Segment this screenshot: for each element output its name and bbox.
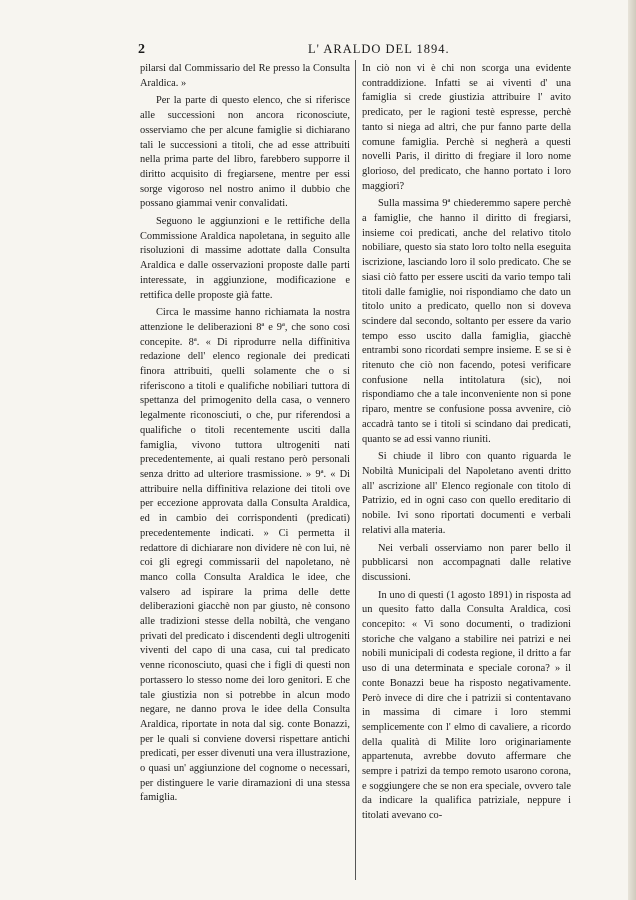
column-divider — [355, 60, 356, 880]
running-title: L' ARALDO DEL 1894. — [308, 42, 450, 56]
binding-edge — [628, 0, 636, 900]
paragraph: In ciò non vi è chi non scorga una evidente contraddizione. Infatti se ai viventi d' una famiglia si crede giustizia attribuire l' avito predicato, per le ragioni testè espresse, perchè tanto si niega ad altri, che pur fanno parte della comune famiglia. Perchè si negherà a questi novelli Paris, il diritto di fregiare il loro nome glorioso, del predicato, che hanno portato i loro maggiori? — [362, 63, 571, 192]
paragraph: Circa le massime hanno richiamata la nostra attenzione le deliberazioni 8ª e 9ª, che sono così concepite. 8ª. « Di riprodurre nella diffinitiva redazione dell' elenco regionale dei predicati finora attribuiti, quelli solamente che o si riferiscono a titoli e qualifiche nobiliari tuttora di spettanza del primogenito della casa, o vennero legalmente riconosciuti, o che, pur riferendosi a qualifiche o titoli recentemente usciti dalla famiglia, vivono tuttora ultrogeniti nati precedentemente, ai quali restano però personali senza dritto ad ulteriore trasmissione. » 9ª. « Di attribuire nella diffinitiva relazione dei titoli ove per eccezione approvata dalla Consulta Araldica, ed in cambio dei corrispondenti (predicati) precedentemente indicati. » Ci permetta il redattore di dichiarare non dividere nè con lui, nè coi gli egregi commissarii del napoletano, nè manco colla Consulta Araldica le idee, che valsero ad ispirare la prima delle dette deliberazioni giacchè non par giusto, nè consono alle tradizioni stesse della nobiltà, che vengano privati del predicato i discendenti degli ultrogeniti viventi del capo di una casa, cui tal predicato venne riconosciuto, quasi che i figli di questi non portassero lo stesso nome dei loro genitori. E che tale giustizia non si potrebbe in alcun modo negare, ne danno prova le idee della Consulta Araldica, riportate in nota dal sig. conte Bonazzi, per le quali si conviene doversi rispettare antichi predicati, per esser divenuti una vera illustrazione, o quasi un' aggiunzione del cognome o necessari, per distinguere le varie diramazioni di una stessa famiglia. — [140, 307, 350, 804]
paragraph: Seguono le aggiunzioni e le rettifiche della Commissione Araldica napoletana, in seguito alle risoluzioni di massime adottate dalla Consulta Araldica e dalle osservazioni proposte dalle parti interessate, in aggiunzione, modificazione e rettifica delle proposte già fatte. — [140, 216, 350, 301]
left-column — [140, 62, 350, 806]
page-header — [138, 42, 626, 60]
paragraph: pilarsi dal Commissario del Re presso la Consulta Araldica. » — [140, 63, 350, 89]
right-column — [362, 62, 571, 824]
paragraph: Si chiude il libro con quanto riguarda le Nobiltà Municipali del Napoletano aventi dritto all' ascrizione all' Elenco regionale con titolo di Patrizio, ed in ogni caso con quello ereditario di nobile. Ivi sono riportati documenti e verbali relativi alla materia. — [362, 451, 571, 536]
paragraph: Nei verbali osserviamo non parer bello il pubblicarsi non accompagnati dalle relative discussioni. — [362, 542, 571, 583]
paragraph: In uno di questi (1 agosto 1891) in risposta ad un quesito fatto dalla Consulta Araldica, così concepito: « Vi sono documenti, o tradizioni storiche che valgano a stabilire nei patrizi e nei nobili municipali di codesta regione, il dritto a far uso di una determinata e speciale corona? » il conte Bonazzi beue ha risposto negativamente. Però invece di dire che i patrizii si contentavano in massima di cimare i loro stemmi semplicemente con l' elmo di cavaliere, a ricordo della qualità di Milite loro originariamente appartenuta, avrebbe dovuto affermare che sempre i patrizi da tempo remoto usarono corona, e soggiungere che se non era speciale, ovvero tale da indicare la qualifica patriziale, neppure i titolati avevano co- — [362, 589, 571, 822]
paragraph: Sulla massima 9ª chiederemmo sapere perchè a famiglie, che hanno il diritto di fregiarsi, insieme coi predicati, anche del relativo titolo nobiliare, questo sia stato loro tolto nella eseguita iscrizione, lasciando loro il solo predicato. Che se siasi ciò fatto per essere usciti da vario tempo tali titoli dalle famiglie, noi rispondiamo che dato un titolo unito a predicato, quello non si doveva scindere dal secondo, soltanto per essere da vario tempo esso uscito dalla famiglia, giacchè entrambi sono ricordati sempre insieme. E se si è ritenuto che ciò non facendo, potesi verificare confusione nella intitolatura (sic), noi rispondiamo che a tale inconveniente non si pone riparo, mentre se confusione possa avvenire, ciò accadrà tanto se i titoli si scindano dai predicati, quanto se ad essi vanno riuniti. — [362, 198, 571, 445]
page-number: 2 — [138, 42, 145, 57]
paragraph: Per la parte di questo elenco, che si riferisce alle successioni non ancora riconosciute, osserviamo che per alcune famiglie si dichiarano tali le successioni a titoli, che ad esse attribuiti nella prima parte del libro, farebbero supporre il diritto acquisito di fregiarsene, mentre per essi sorge vigoroso nel nostro animo il dubbio che possano giammai venir convalidati. — [140, 95, 350, 210]
